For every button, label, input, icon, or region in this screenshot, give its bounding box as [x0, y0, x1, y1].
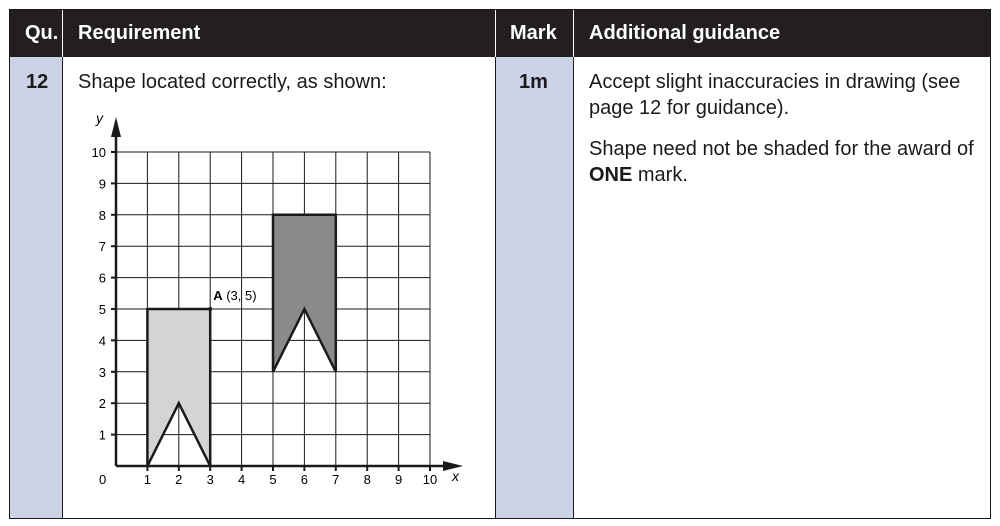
point-a-letter: A: [213, 288, 223, 303]
x-tick-label: 9: [394, 472, 403, 487]
y-tick-label: 5: [98, 302, 106, 317]
x-tick-label: 10: [422, 472, 438, 487]
y-tick-label: 10: [91, 145, 106, 160]
y-axis-arrow: [111, 117, 121, 137]
y-tick-label: 8: [98, 207, 106, 223]
y-tick-label: 3: [98, 364, 106, 380]
x-tick-label: 1: [143, 472, 152, 487]
x-tick-label: 3: [206, 472, 214, 487]
x-tick-label: 7: [332, 472, 340, 487]
y-tick-label: 6: [98, 270, 106, 286]
mark-value: 1m: [519, 71, 548, 93]
y-tick-label: 2: [98, 396, 106, 412]
x-tick-label: 6: [300, 472, 309, 487]
y-axis-label: y: [96, 110, 103, 126]
guidance-emphasis: ONE: [589, 164, 633, 186]
x-tick-label: 2: [175, 472, 183, 487]
question-number: 12: [26, 71, 49, 93]
y-tick-label: 4: [98, 333, 106, 349]
y-tick-label: 7: [98, 239, 106, 255]
header-guidance: Additional guidance: [589, 22, 781, 44]
point-a-label: [213, 288, 256, 303]
origin-label: 0: [99, 472, 107, 487]
point-a-marker: [208, 307, 212, 311]
tick-labels: [92, 145, 438, 487]
point-a-coords: (3, 5): [222, 288, 257, 303]
header-mark: Mark: [510, 22, 557, 44]
guidance-text: Shape need not be shaded for the award of: [589, 138, 974, 160]
x-tick-label: 8: [363, 472, 371, 487]
header-requirement: Requirement: [78, 22, 201, 44]
x-axis-label: x: [452, 468, 459, 484]
requirement-text: Shape located correctly, as shown:: [78, 71, 387, 93]
x-tick-label: 5: [269, 472, 277, 487]
header-qu: Qu.: [25, 22, 59, 44]
guidance-text: mark.: [632, 164, 688, 186]
x-tick-label: 4: [237, 472, 246, 487]
y-tick-label: 1: [98, 427, 106, 443]
y-tick-label: 9: [98, 176, 106, 192]
guidance-paragraph-1: Accept slight inaccuracies in drawing (see page 12 for guidance).: [589, 71, 961, 119]
